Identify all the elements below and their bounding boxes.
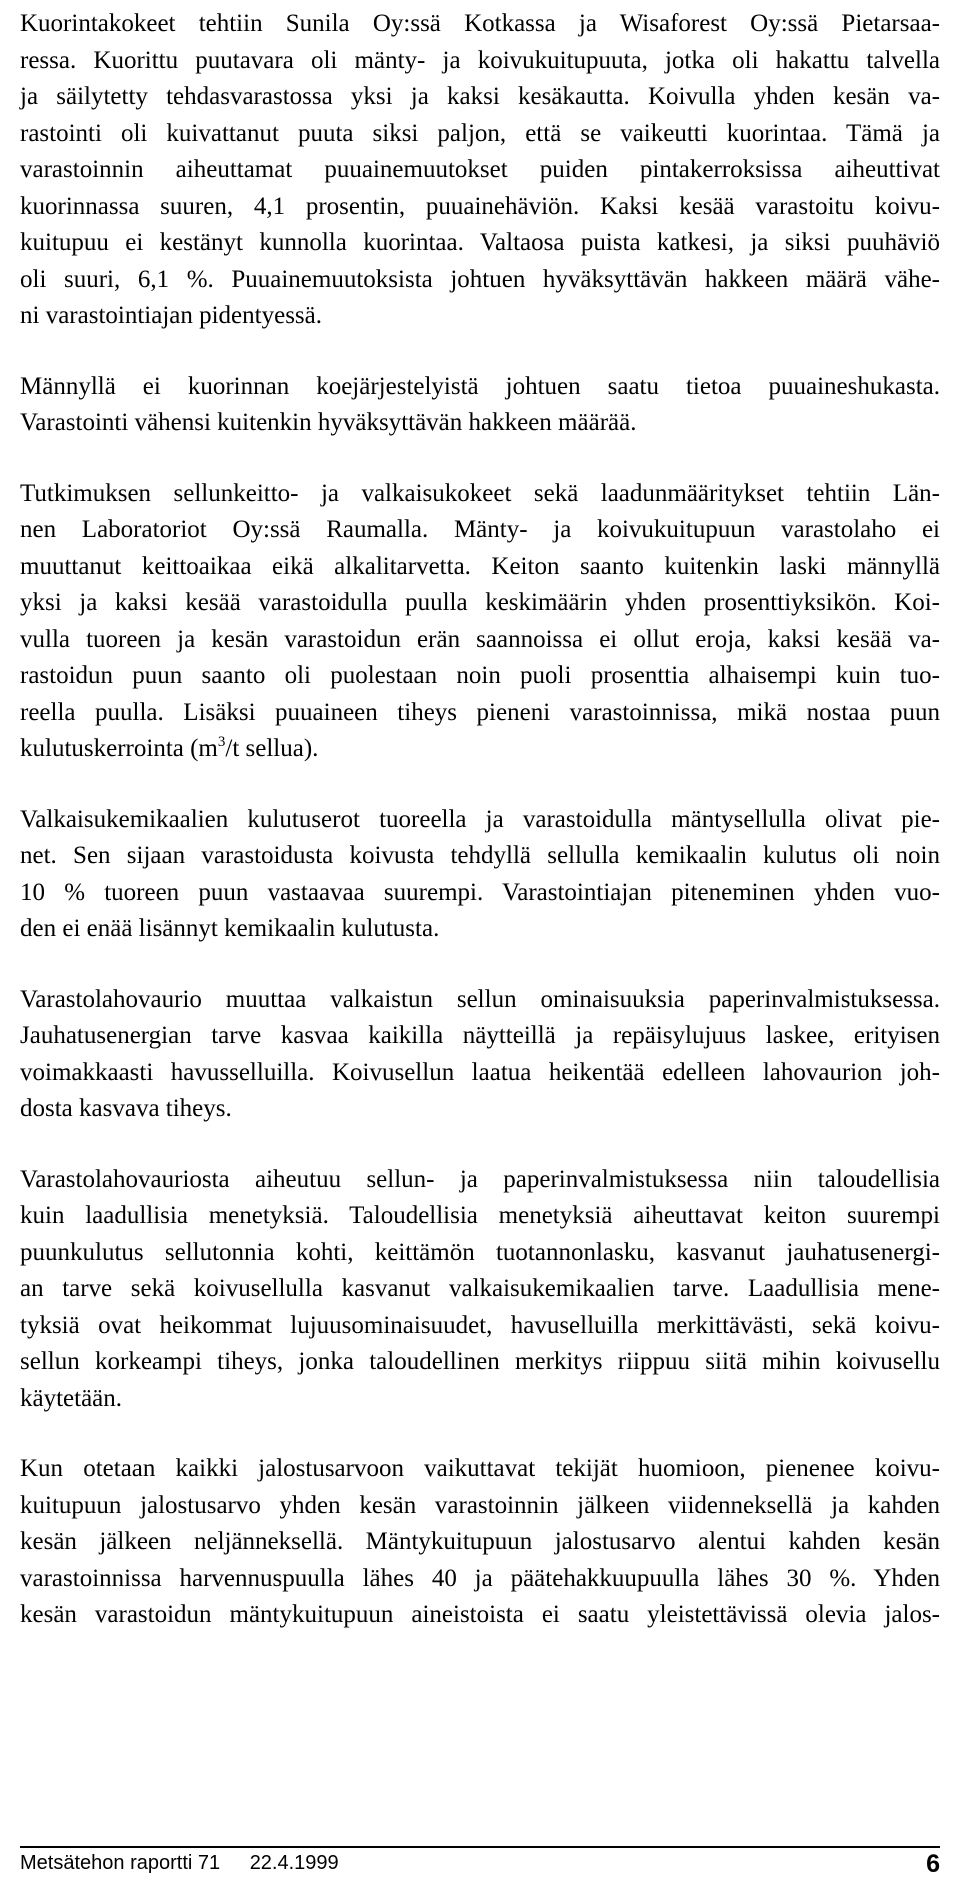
text-line: an tarve sekä koivusellulla kasvanut valkaisukemikaalien tarve. Laadullisia mene- [20, 1275, 940, 1302]
text-line [20, 731, 940, 768]
paragraph-7 [20, 1451, 940, 1634]
paragraph-2 [20, 369, 940, 442]
text-line: yksi ja kaksi kesää varastoidulla puulla keskimäärin yhden prosenttiyksikön. Koi- [20, 589, 940, 616]
text-line: reella puulla. Lisäksi puuaineen tiheys pieneni varastoinnissa, mikä nostaa puun [20, 698, 940, 726]
text-line: sellun korkeampi tiheys, jonka taloudellinen merkitys riippuu siitä mihin koivusellu [20, 1348, 940, 1375]
paragraph-1 [20, 6, 940, 335]
text-line: käytetään. [20, 1384, 123, 1412]
text-line: vulla tuoreen ja kesän varastoidun erän saannoissa ei ollut eroja, kaksi kesää va- [20, 625, 940, 653]
text-line: Männyllä ei kuorinnan koejärjestelyistä johtuen saatu tietoa puuaineshukasta. [20, 372, 940, 400]
text-line: rastointi oli kuivattanut puuta siksi paljon, että se vaikeutti kuorintaa. Tämä ja [20, 119, 940, 147]
text-line: tyksiä ovat heikommat lujuusominaisuudet, havuselluilla merkittävästi, sekä koivu- [20, 1311, 940, 1339]
paragraph-3 [20, 476, 940, 768]
text-fragment: kulutuskerrointa (m [20, 735, 218, 762]
page-number: 6 [926, 1850, 940, 1878]
superscript: 3 [217, 734, 226, 750]
text-line: puunkulutus sellutonnia kohti, keittämön tuotannonlasku, kasvanut jauhatusenergi- [20, 1238, 940, 1266]
text-line: Tutkimuksen sellunkeitto- ja valkaisukokeet sekä laadunmääritykset tehtiin Län- [20, 479, 940, 507]
text-line: den ei enää lisännyt kemikaalin kulutusta. [20, 915, 440, 942]
text-fragment: /t sellua). [225, 735, 319, 762]
text-line: Kun otetaan kaikki jalostusarvoon vaikuttavat tekijät huomioon, pienenee koivu- [20, 1455, 940, 1482]
text-line: kuorinnassa suuren, 4,1 prosentin, puuainehäviön. Kaksi kesää varastoitu koivu- [20, 192, 940, 220]
text-line: net. Sen sijaan varastoidusta koivusta tehdyllä sellulla kemikaalin kulutus oli noin [20, 842, 940, 869]
text-line: rastoidun puun saanto oli puolestaan noin puoli prosenttia alhaisempi kuin tuo- [20, 662, 940, 689]
text-line: 10 % tuoreen puun vastaavaa suurempi. Varastointiajan piteneminen yhden vuo- [20, 878, 940, 906]
text-line: ni varastointiajan pidentyessä. [20, 302, 323, 329]
text-line: Jauhatusenergian tarve kasvaa kaikilla näytteillä ja repäisylujuus laskee, erityisen [20, 1022, 940, 1049]
text-line: Varastolahovaurio muuttaa valkaistun sellun ominaisuuksia paperinvalmistuksessa. [20, 985, 940, 1013]
text-line: kuin laadullisia menetyksiä. Taloudellisia menetyksiä aiheuttavat keiton suurempi [20, 1202, 940, 1229]
document-body [20, 6, 940, 1668]
text-line: ressa. Kuorittu puutavara oli mänty- ja koivukuitupuuta, jotka oli hakattu talvella [20, 46, 940, 74]
text-line: Valkaisukemikaalien kulutuserot tuoreella ja varastoidulla mäntysellulla olivat pie- [20, 805, 940, 833]
text-line: kuitupuu ei kestänyt kunnolla kuorintaa. Valtaosa puista katkesi, ja siksi puuhäviö [20, 229, 940, 256]
text-line: varastoinnissa harvennuspuulla lähes 40 ja päätehakkuupuulla lähes 30 %. Yhden [20, 1564, 940, 1592]
text-line: kesän jälkeen neljänneksellä. Mäntykuitupuun jalostusarvo alentui kahden kesän [20, 1528, 940, 1555]
text-line: oli suuri, 6,1 %. Puuainemuutoksista johtuen hyväksyttävän hakkeen määrä vähe- [20, 265, 940, 293]
paragraph-5 [20, 982, 940, 1128]
text-line: varastoinnin aiheuttamat puuainemuutokset puiden pintakerroksissa aiheuttivat [20, 156, 940, 183]
text-line: ja säilytetty tehdasvarastossa yksi ja kaksi kesäkautta. Koivulla yhden kesän va- [20, 83, 940, 110]
text-line: voimakkaasti havusselluilla. Koivusellun laatua heikentää edelleen lahovaurion joh- [20, 1058, 940, 1086]
text-line: Varastolahovauriosta aiheutuu sellun- ja paperinvalmistuksessa niin taloudellisia [20, 1165, 940, 1193]
text-line: muuttanut keittoaikaa eikä alkalitarvetta. Keiton saanto kuitenkin laski männyllä [20, 552, 940, 580]
page-footer [20, 1846, 940, 1878]
text-line: kesän varastoidun mäntykuitupuun aineistoista ei saatu yleistettävissä olevia jalos- [20, 1601, 940, 1628]
text-line: Varastointi vähensi kuitenkin hyväksyttävän hakkeen määrää. [20, 409, 637, 436]
paragraph-4 [20, 802, 940, 948]
text-line: Kuorintakokeet tehtiin Sunila Oy:ssä Kotkassa ja Wisaforest Oy:ssä Pietarsaa- [20, 10, 940, 37]
paragraph-6 [20, 1162, 940, 1418]
publication-name: Metsätehon raportti 71 [20, 1852, 221, 1874]
text-line: nen Laboratoriot Oy:ssä Raumalla. Mänty- ja koivukuitupuun varastolaho ei [20, 516, 940, 543]
publication-date: 22.4.1999 [249, 1852, 339, 1874]
text-line: dosta kasvava tiheys. [20, 1095, 232, 1122]
text-line: kuitupuun jalostusarvo yhden kesän varastoinnin jälkeen viidenneksellä ja kahden [20, 1491, 940, 1519]
